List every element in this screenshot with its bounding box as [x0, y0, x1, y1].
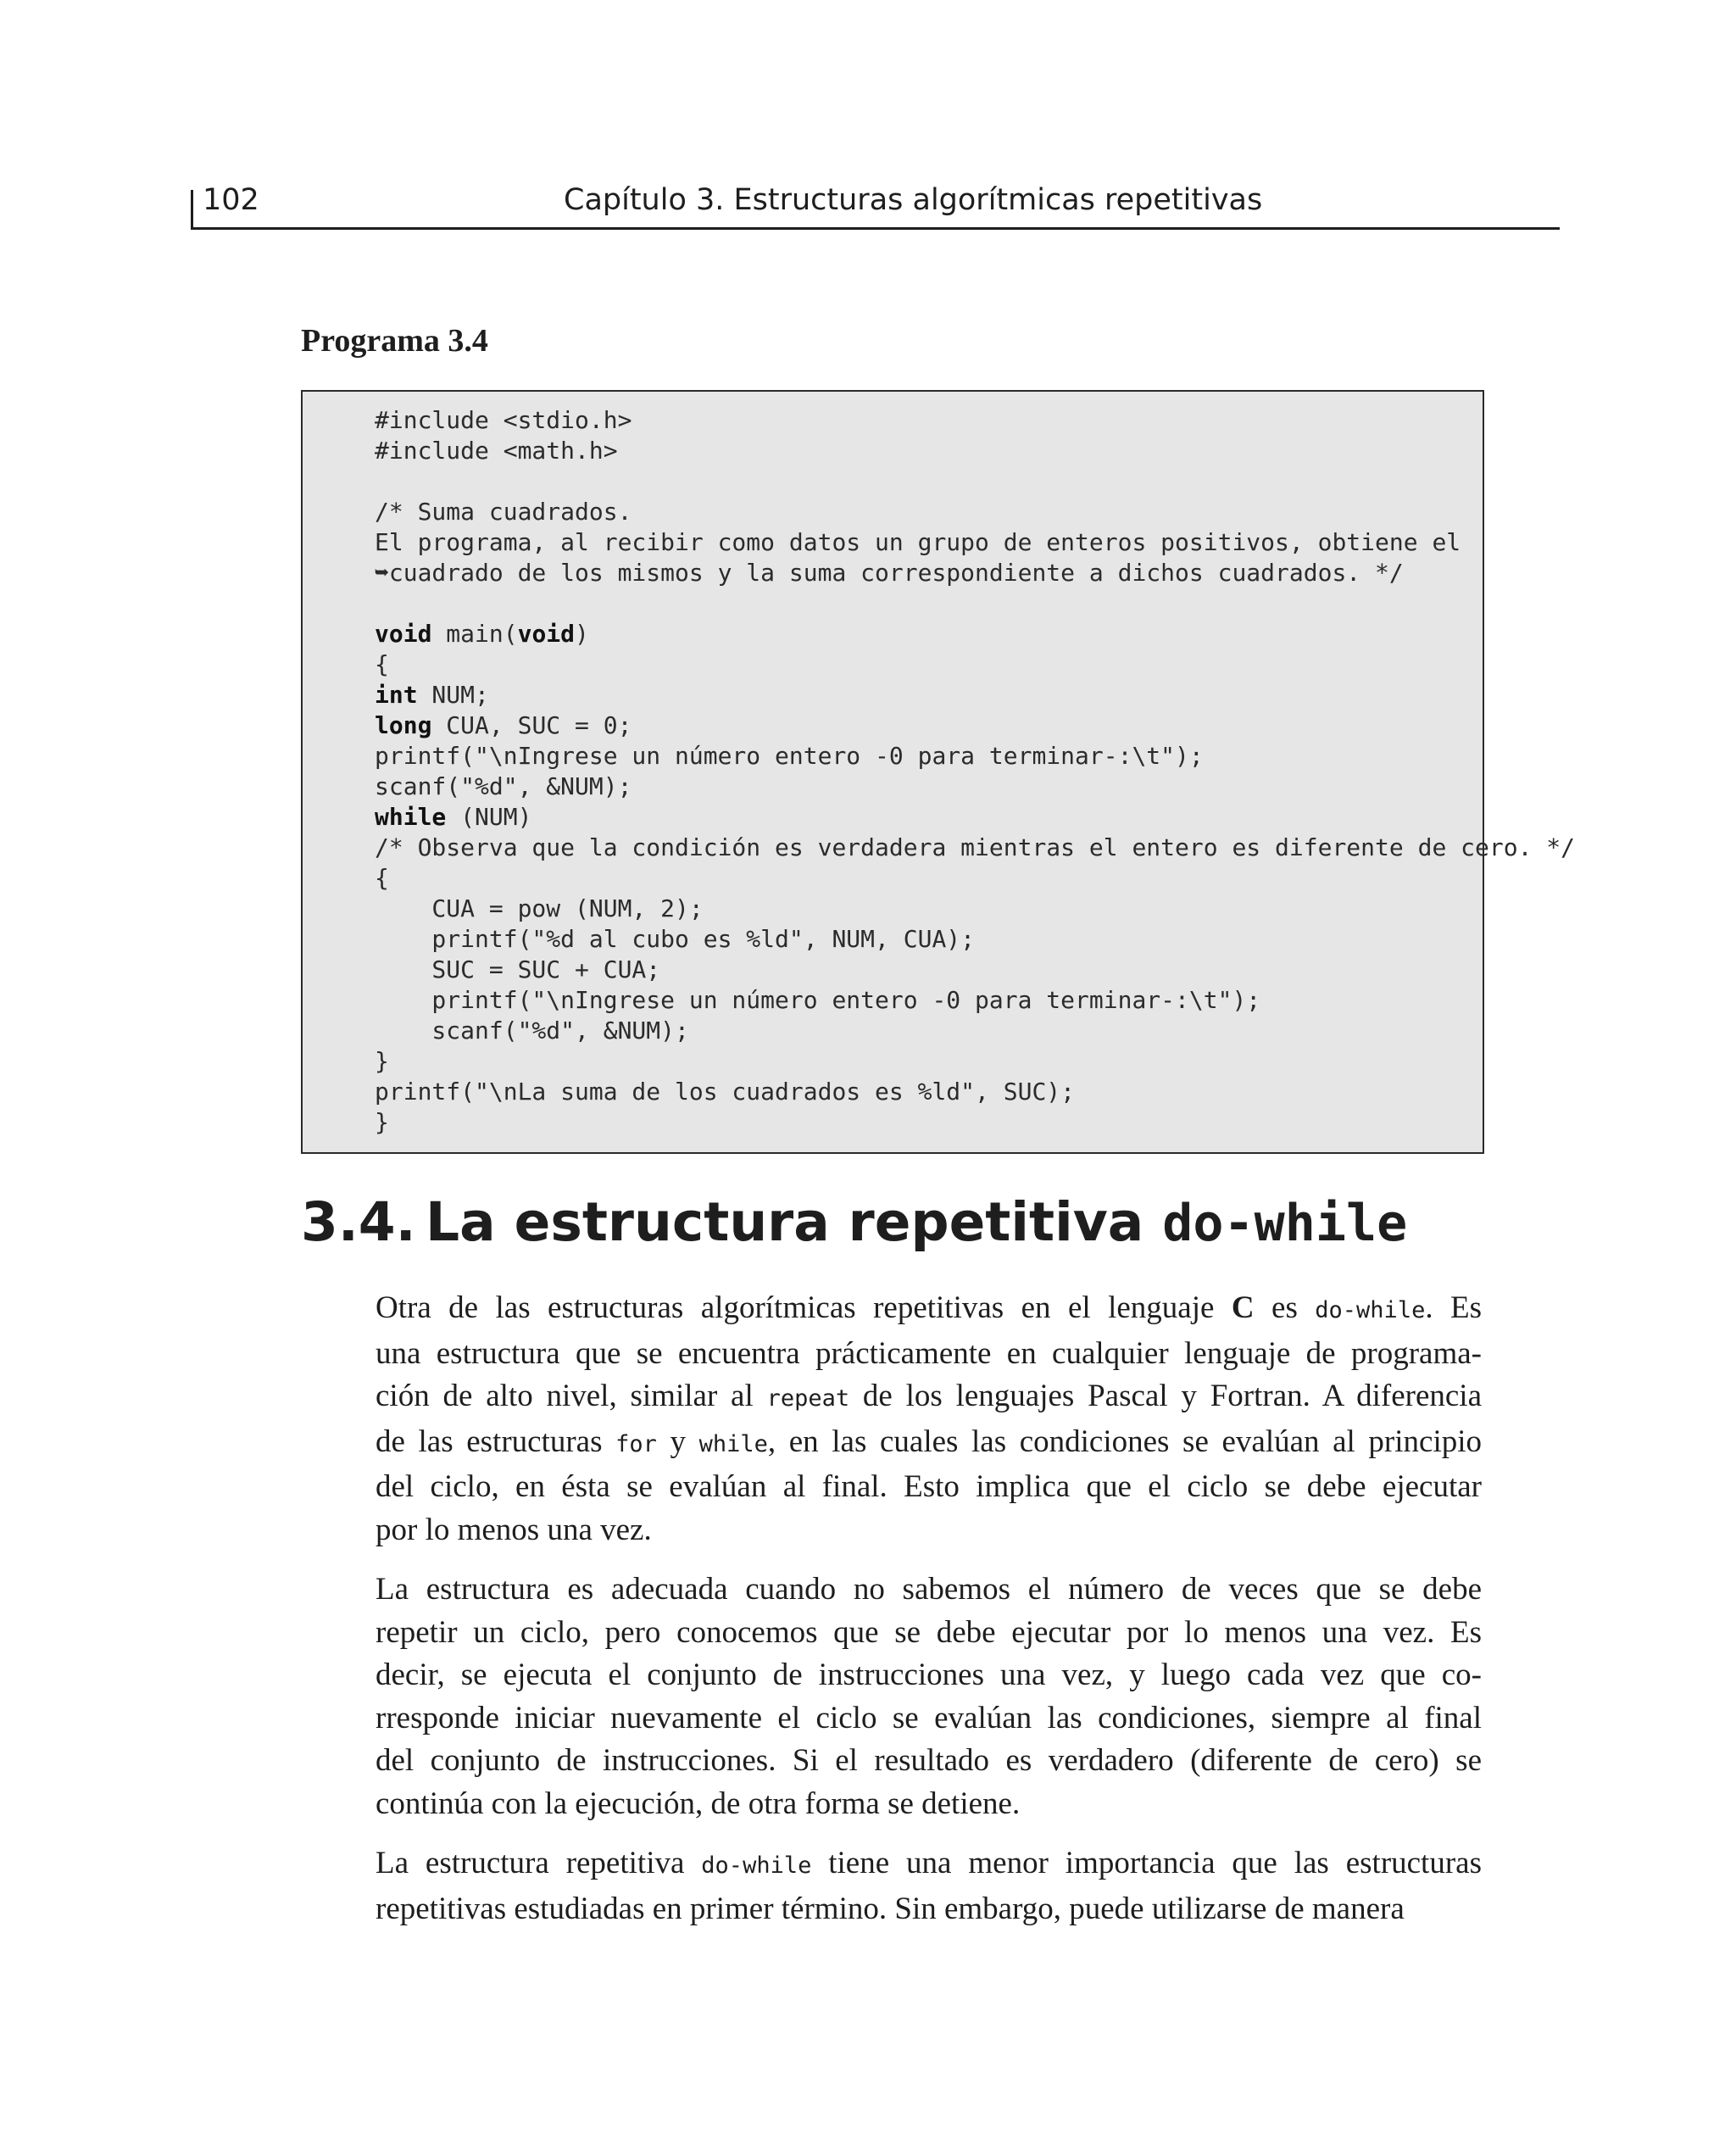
code-line	[375, 863, 1575, 894]
code-line	[375, 1016, 1575, 1046]
code-text: CUA = pow (NUM, 2);	[375, 894, 704, 922]
text-run: . Es	[1425, 1290, 1483, 1325]
text-line	[376, 1697, 1482, 1741]
code-text: scanf("%d", &NUM);	[375, 772, 632, 800]
text-line	[376, 1783, 1482, 1826]
inline-code: for	[615, 1430, 657, 1457]
code-text: }	[375, 1108, 389, 1136]
header-rule	[191, 227, 1560, 230]
text-line	[376, 1842, 1482, 1888]
code-text: {	[375, 650, 389, 678]
text-run: tiene una menor importancia que las estructuras	[811, 1846, 1482, 1880]
text-line	[376, 1287, 1482, 1333]
text-run: por lo menos una vez.	[376, 1512, 652, 1547]
text-run: La estructura es adecuada cuando no sabemos el número de veces que se debe	[376, 1572, 1482, 1607]
text-line	[376, 1888, 1482, 1931]
text-run: continúa con la ejecución, de otra forma se detiene.	[376, 1786, 1021, 1821]
text-run: y	[656, 1423, 699, 1459]
code-text: /* Suma cuadrados.	[375, 498, 632, 526]
code-keyword: long	[375, 711, 432, 739]
code-text: printf("\nIngrese un número entero -0 para terminar-:\t");	[375, 986, 1261, 1014]
code-lines	[375, 405, 1575, 1138]
text-run: de las estructuras	[376, 1423, 616, 1459]
code-line	[375, 894, 1575, 924]
text-run: decir, se ejecuta el conjunto de instrucciones una vez, y luego cada vez que co-	[376, 1657, 1482, 1692]
code-text: printf("\nLa suma de los cuadrados es %ld", SUC);	[375, 1078, 1076, 1106]
inline-code: do-while	[701, 1852, 812, 1879]
code-line	[375, 955, 1575, 985]
text-run: La estructura repetitiva	[376, 1846, 702, 1880]
text-run: de los lenguajes Pascal y Fortran. A diferencia	[849, 1379, 1482, 1413]
header-tick-mark	[191, 190, 193, 229]
code-text: /* Observa que la condición es verdadera mientras el entero es diferente de cero. */	[375, 833, 1576, 861]
text-line	[376, 1375, 1482, 1421]
running-header	[191, 175, 1560, 229]
code-line	[375, 466, 1575, 497]
text-line	[376, 1466, 1482, 1509]
text-run: ción de alto nivel, similar al	[376, 1379, 767, 1413]
code-line	[375, 802, 1575, 833]
text-run: una estructura que se encuentra prácticamente en cualquier lenguaje de programa-	[376, 1335, 1482, 1371]
text-run: rresponde iniciar nuevamente el ciclo se evalúan las condiciones, siempre al final	[376, 1700, 1482, 1735]
code-listing	[301, 390, 1576, 1154]
code-text: NUM;	[417, 681, 489, 709]
code-line	[375, 772, 1575, 802]
text-line	[376, 1568, 1482, 1612]
code-keyword: void	[517, 620, 576, 648]
text-run: es	[1254, 1290, 1316, 1325]
section-title: La estructura repetitiva	[426, 1191, 1163, 1253]
section-number: 3.4.	[301, 1191, 416, 1253]
code-text: printf("\nIngrese un número entero -0 para terminar-:\t");	[375, 742, 1204, 770]
code-line	[375, 649, 1575, 680]
paragraph	[376, 1568, 1482, 1825]
code-line	[375, 558, 1575, 588]
text-run: del ciclo, en ésta se evalúan al final. Esto implica que el ciclo se debe ejecutar	[376, 1469, 1482, 1504]
bold-text: C	[1231, 1290, 1255, 1325]
text-line	[376, 1509, 1482, 1552]
code-text: main(	[431, 620, 518, 648]
code-line	[375, 741, 1575, 772]
text-run: del conjunto de instrucciones. Si el resultado es verdadero (diferente de cero) se	[376, 1743, 1482, 1778]
text-line	[376, 1612, 1482, 1655]
code-line	[375, 680, 1575, 710]
code-line	[375, 527, 1575, 558]
code-line	[375, 619, 1575, 649]
code-text: CUA, SUC = 0;	[431, 711, 632, 739]
text-line	[376, 1654, 1482, 1697]
text-run: , en las cuales las condiciones se evalúan al principio	[767, 1423, 1483, 1459]
code-text: ➥cuadrado de los mismos y la suma correspondiente a dichos cuadrados. */	[375, 559, 1404, 587]
inline-code: do-while	[1315, 1297, 1426, 1323]
code-line	[375, 497, 1575, 527]
code-line	[375, 924, 1575, 955]
inline-code: while	[698, 1430, 768, 1457]
code-keyword: int	[375, 681, 418, 709]
running-title: Capítulo 3. Estructuras algorítmicas repetitivas	[564, 183, 1263, 217]
code-text: SUC = SUC + CUA;	[375, 955, 661, 983]
section-heading	[301, 1191, 1407, 1253]
program-title: Programa 3.4	[301, 323, 488, 359]
paragraph	[376, 1842, 1482, 1930]
code-text: scanf("%d", &NUM);	[375, 1017, 689, 1045]
code-line	[375, 833, 1575, 863]
code-keyword: void	[375, 620, 432, 648]
code-line	[375, 710, 1575, 741]
code-line	[375, 436, 1575, 466]
paragraph	[376, 1287, 1482, 1552]
page-number: 102	[203, 183, 259, 217]
code-text: }	[375, 1047, 389, 1075]
text-run: Otra de las estructuras algorítmicas repetitivas en el lenguaje	[376, 1290, 1232, 1325]
text-line	[376, 1421, 1482, 1467]
text-run: repetitivas estudiadas en primer término. Sin embargo, puede utilizarse de manera	[376, 1891, 1405, 1926]
code-text: {	[375, 864, 389, 892]
code-text: #include <math.h>	[375, 437, 618, 465]
section-title-code: do-while	[1162, 1194, 1408, 1253]
code-line	[375, 405, 1575, 436]
code-line	[375, 1077, 1575, 1107]
code-line	[375, 1107, 1575, 1138]
text-run: repetir un ciclo, pero conocemos que se debe ejecutar por lo menos una vez. Es	[376, 1614, 1482, 1650]
code-line	[375, 588, 1575, 619]
text-line	[376, 1333, 1482, 1376]
code-line	[375, 1046, 1575, 1077]
text-line	[376, 1740, 1482, 1783]
body-text	[376, 1287, 1482, 1947]
inline-code: repeat	[766, 1385, 850, 1412]
code-line	[375, 985, 1575, 1016]
code-text: El programa, al recibir como datos un grupo de enteros positivos, obtiene el	[375, 528, 1461, 556]
code-text: #include <stdio.h>	[375, 406, 632, 434]
code-text: printf("%d al cubo es %ld", NUM, CUA);	[375, 925, 976, 953]
code-text: (NUM)	[446, 803, 532, 831]
code-text: )	[575, 620, 589, 648]
code-keyword: while	[375, 803, 447, 831]
